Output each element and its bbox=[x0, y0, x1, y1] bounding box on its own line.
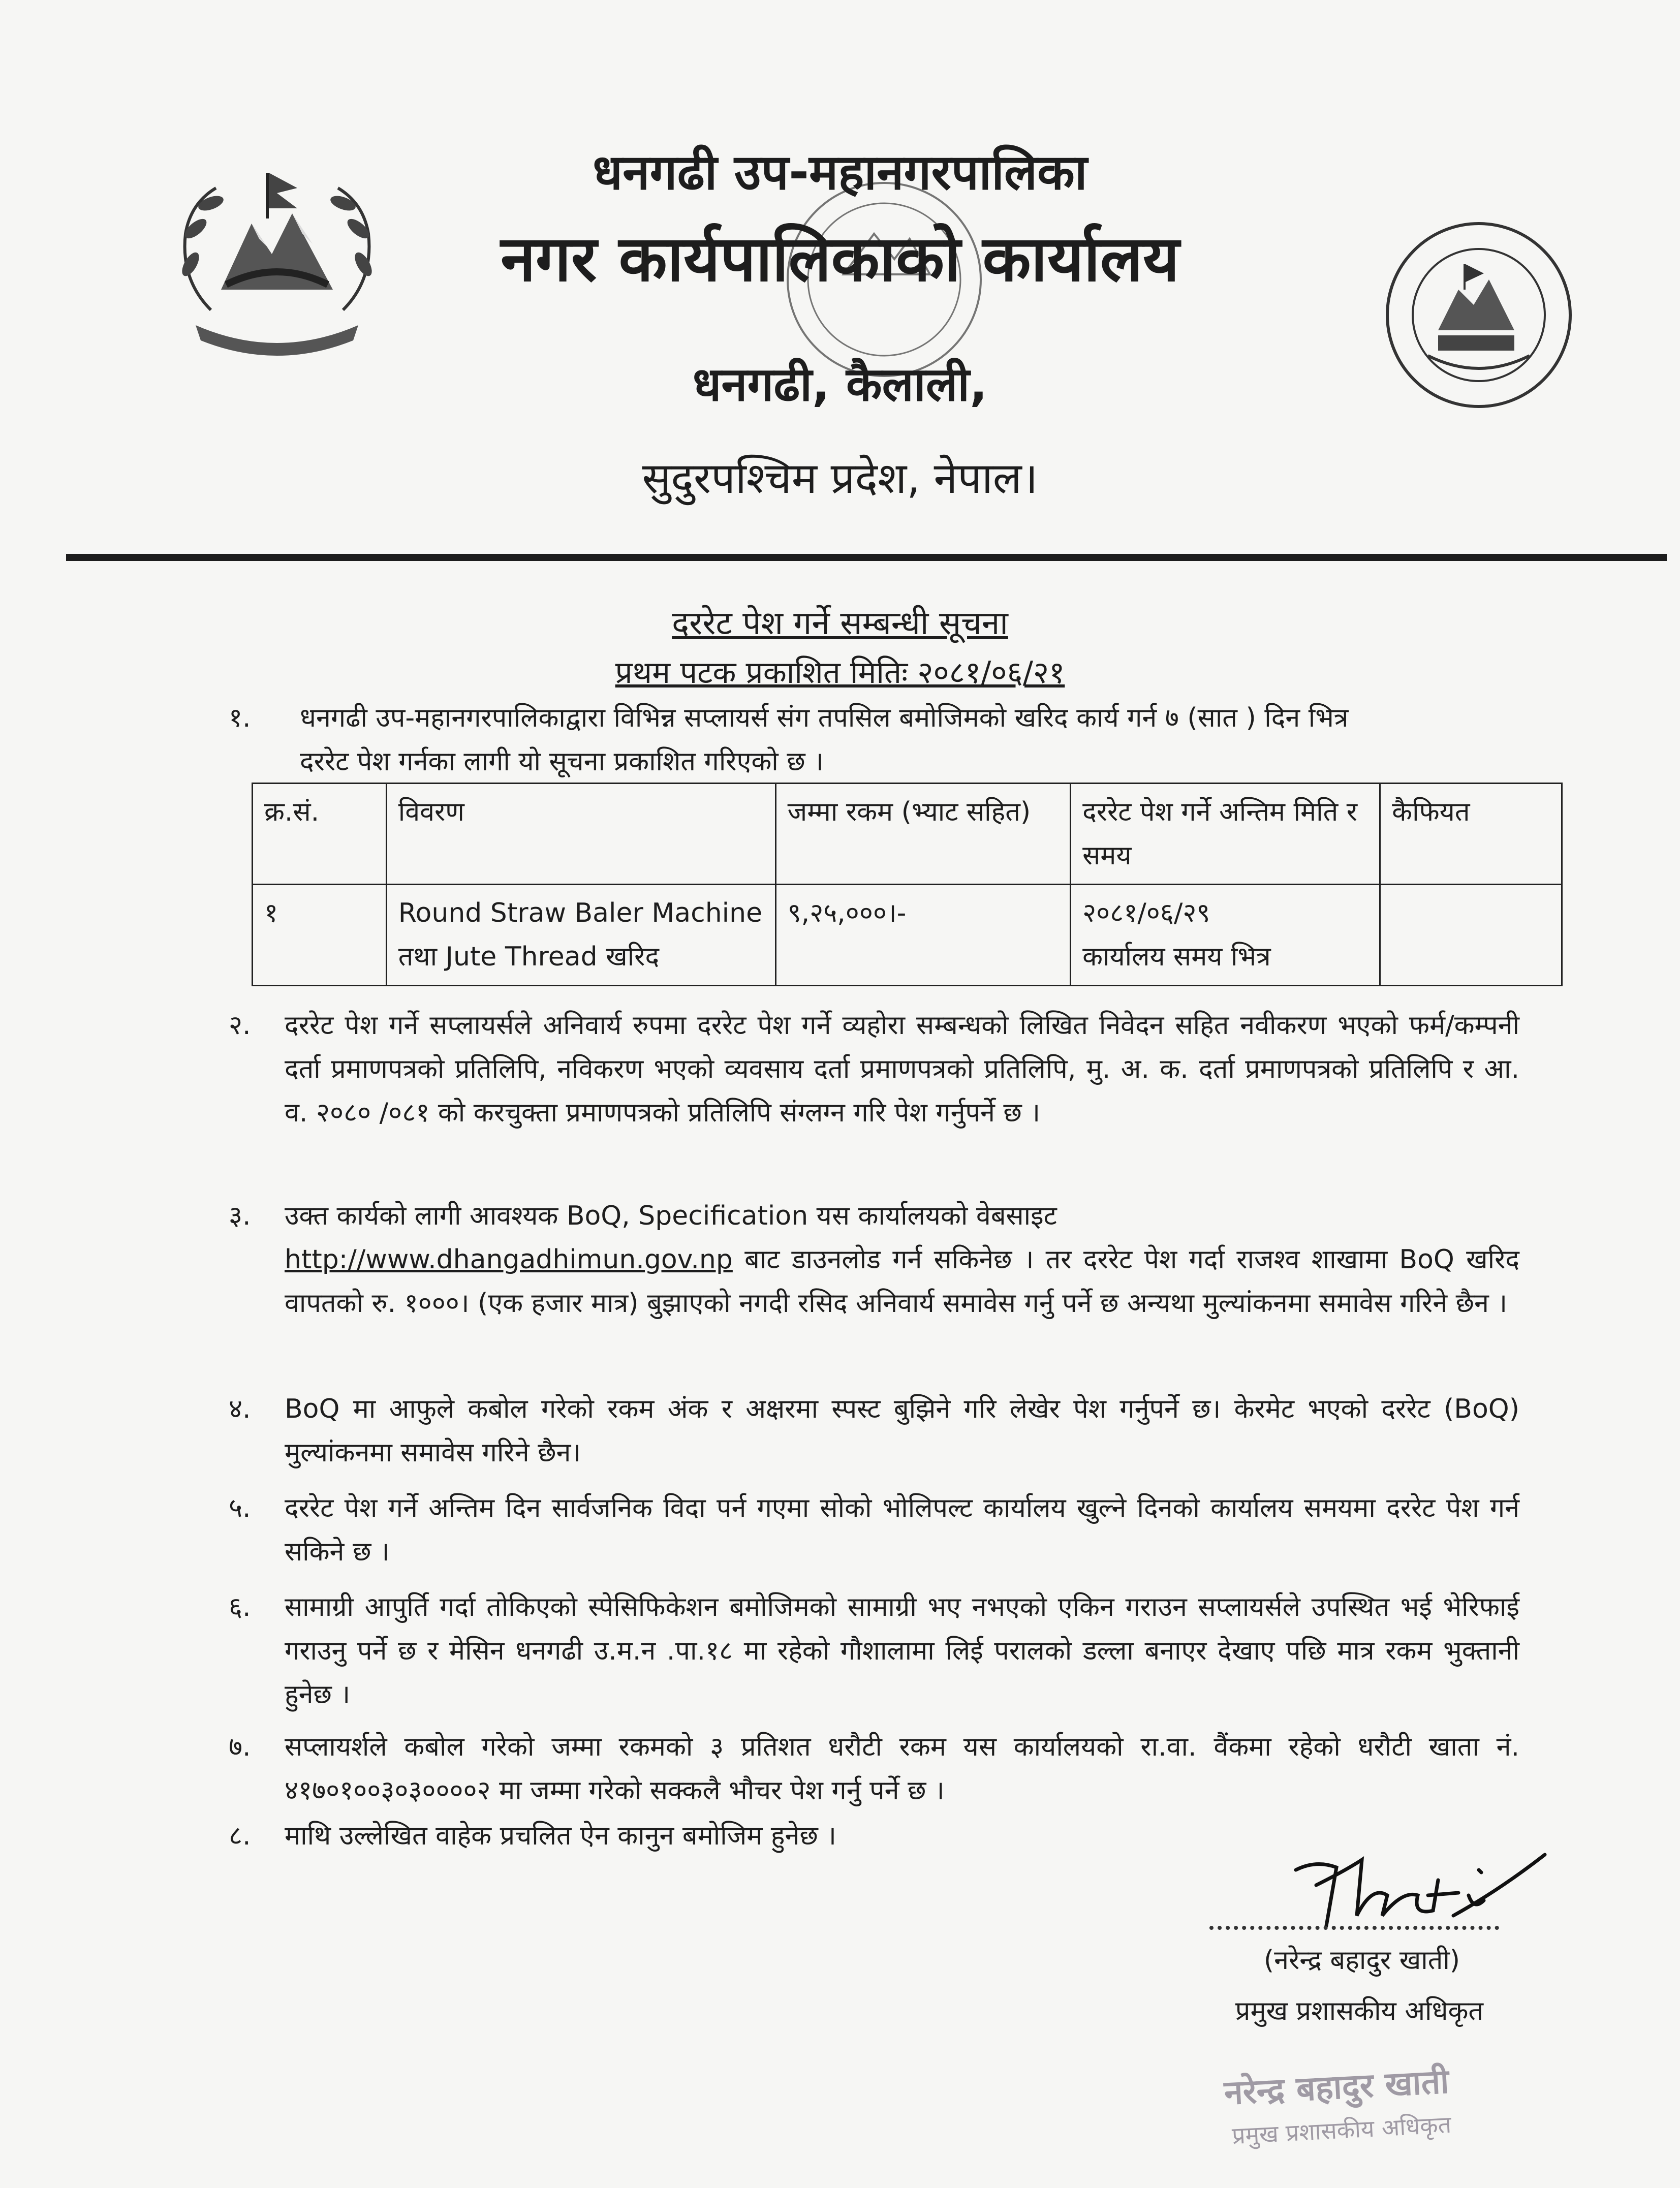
notice-title: दररेट पेश गर्ने सम्बन्धी सूचना bbox=[672, 605, 1008, 642]
column-header: कैफियत bbox=[1380, 784, 1562, 885]
column-header: विवरण bbox=[386, 784, 775, 885]
title-stamp: प्रमुख प्रशासकीय अधिकृत bbox=[1231, 2110, 1452, 2150]
cell-deadline bbox=[1071, 885, 1380, 986]
paragraph-4 bbox=[229, 1387, 1519, 1475]
header-divider bbox=[66, 554, 1667, 561]
signatory-title: प्रमुख प्रशासकीय अधिकृत bbox=[1235, 1996, 1484, 2026]
cell-amount: ९,२५,०००।- bbox=[775, 885, 1070, 986]
office-city: धनगढी, कैलाली, bbox=[692, 357, 988, 412]
table-row bbox=[253, 885, 1562, 986]
name-stamp: नरेन्द्र बहादुर खाती bbox=[1223, 2061, 1450, 2113]
paragraph-body bbox=[229, 1194, 1519, 1325]
website-link[interactable]: http://www.dhangadhimun.gov.np bbox=[285, 1244, 733, 1275]
paragraph-text: उक्त कार्यको लागी आवश्यक BoQ, Specification यस कार्यालयको वेबसाइट bbox=[285, 1201, 1057, 1231]
signatory-name: (नरेन्द्र बहादुर खाती) bbox=[1263, 1945, 1460, 1976]
paragraph-text: दररेट पेश गर्ने अन्तिम दिन सार्वजनिक विदा पर्न गएमा सोको भोलिपल्ट कार्यालय खुल्ने दिनको कार्यालय समयमा दररेट पेश गर्न सकिने छ । bbox=[285, 1493, 1519, 1567]
signature-scribble bbox=[1286, 1839, 1550, 1931]
paragraph-number: २. bbox=[229, 1010, 251, 1041]
paragraph-text: BoQ मा आफुले कबोल गरेको रकम अंक र अक्षरमा स्पस्ट बुझिने गरि लेखेर पेश गर्नुपर्ने छ। केरमेट भएको दररेट (BoQ) मुल्यांकनमा समावेस गरिने छैन। bbox=[285, 1394, 1519, 1468]
column-header: दररेट पेश गर्ने अन्तिम मिति र समय bbox=[1071, 784, 1380, 885]
paragraph-text: माथि उल्लेखित वाहेक प्रचलित ऐन कानुन बमोजिम हुनेछ । bbox=[285, 1821, 837, 1851]
paragraph-number: ३. bbox=[229, 1201, 251, 1231]
signature-line bbox=[1209, 1926, 1499, 1930]
municipality-name: धनगढी उप-महानगरपालिका bbox=[593, 144, 1087, 201]
deadline-time: कार्यालय समय भित्र bbox=[1082, 942, 1271, 972]
column-header: क्र.सं. bbox=[253, 784, 387, 885]
paragraph-number: १. bbox=[229, 703, 251, 733]
paragraph-6 bbox=[229, 1585, 1519, 1716]
paragraph-text: बाट डाउनलोड गर्न सकिनेछ । तर दररेट पेश गर्दा राजश्व शाखामा BoQ खरिद वापतको रु. १०००। (एक हजार मात्र) बुझाएको नगदी रसिद अनिवार्य समावेस गर्नु पर्ने छ अन्यथा मुल्यांकनमा समावेस गरिने छैन । bbox=[285, 1244, 1519, 1319]
paragraph-text: धनगढी उप-महानगरपालिकाद्वारा विभिन्न सप्लायर्स संग तपसिल बमोजिमको खरिद कार्य गर्न ७ (सात ) दिन भित्र bbox=[300, 703, 1349, 733]
office-province: सुदुरपश्चिम प्रदेश, नेपाल। bbox=[642, 453, 1038, 503]
paragraph-text: सप्लायर्शले कबोल गरेको जम्मा रकमको ३ प्रतिशत धरौटी रकम यस कार्यालयको रा.वा. वैंकमा रहेको धरौटी खाता नं. ४१७०१००३०३००००२ मा जम्मा गरेको सक्कलै भौचर पेश गर्नु पर्ने छ । bbox=[285, 1732, 1519, 1806]
paragraph-number: ८. bbox=[229, 1821, 251, 1851]
tender-table bbox=[252, 783, 1563, 986]
paragraph-number: ४. bbox=[229, 1394, 251, 1424]
office-name: नगर कार्यपालिकाको कार्यालय bbox=[501, 223, 1179, 296]
paragraph-5 bbox=[229, 1486, 1519, 1574]
paragraph-number: ७. bbox=[229, 1732, 251, 1762]
paragraph-7 bbox=[229, 1725, 1519, 1812]
paragraph-number: ६. bbox=[229, 1592, 251, 1622]
paragraph-text: दररेट पेश गर्नका लागी यो सूचना प्रकाशित गरिएको छ । bbox=[300, 746, 824, 777]
paragraph-number: ५. bbox=[229, 1493, 251, 1523]
column-header: जम्मा रकम (भ्याट सहित) bbox=[775, 784, 1070, 885]
paragraph-3 bbox=[229, 1194, 1519, 1325]
paragraph-2 bbox=[229, 1004, 1519, 1135]
paragraph-1 bbox=[229, 696, 1519, 784]
cell-description: Round Straw Baler Machine तथा Jute Thread खरिद bbox=[386, 885, 775, 986]
table-header-row bbox=[253, 784, 1562, 885]
paragraph-text: दररेट पेश गर्ने सप्लायर्सले अनिवार्य रुपमा दररेट पेश गर्ने व्यहोरा सम्बन्धको लिखित निवेदन सहित नवीकरण भएको फर्म/कम्पनी दर्ता प्रमाणपत्रको प्रतिलिपि, नविकरण भएको व्यवसाय दर्ता प्रमाणपत्रको प्रतिलिपि, मु. अ. क. दर्ता प्रमाणपत्रको प्रतिलिपि र आ. व. २०८० /०८१ को करचुक्ता प्रमाणपत्रको प्रतिलिपि संग्लग्न गरि पेश गर्नुपर्ने छ । bbox=[285, 1010, 1519, 1128]
cell-sn: १ bbox=[253, 885, 387, 986]
publish-date: प्रथम पटक प्रकाशित मितिः २०८१/०६/२१ bbox=[615, 655, 1065, 691]
paragraph-text: सामाग्री आपुर्ति गर्दा तोकिएको स्पेसिफिकेशन बमोजिमको सामाग्री भए नभएको एकिन गराउन सप्लायर्सले उपस्थित भई भेरिफाई गराउनु पर्ने छ र मेसिन धनगढी उ.म.न .पा.१८ मा रहेको गौशालामा लिई परालको डल्ला बनाएर देखाए पछि मात्र रकम भुक्तानी हुनेछ । bbox=[285, 1592, 1519, 1710]
cell-remarks bbox=[1380, 885, 1562, 986]
deadline-date: २०८१/०६/२९ bbox=[1082, 898, 1210, 928]
